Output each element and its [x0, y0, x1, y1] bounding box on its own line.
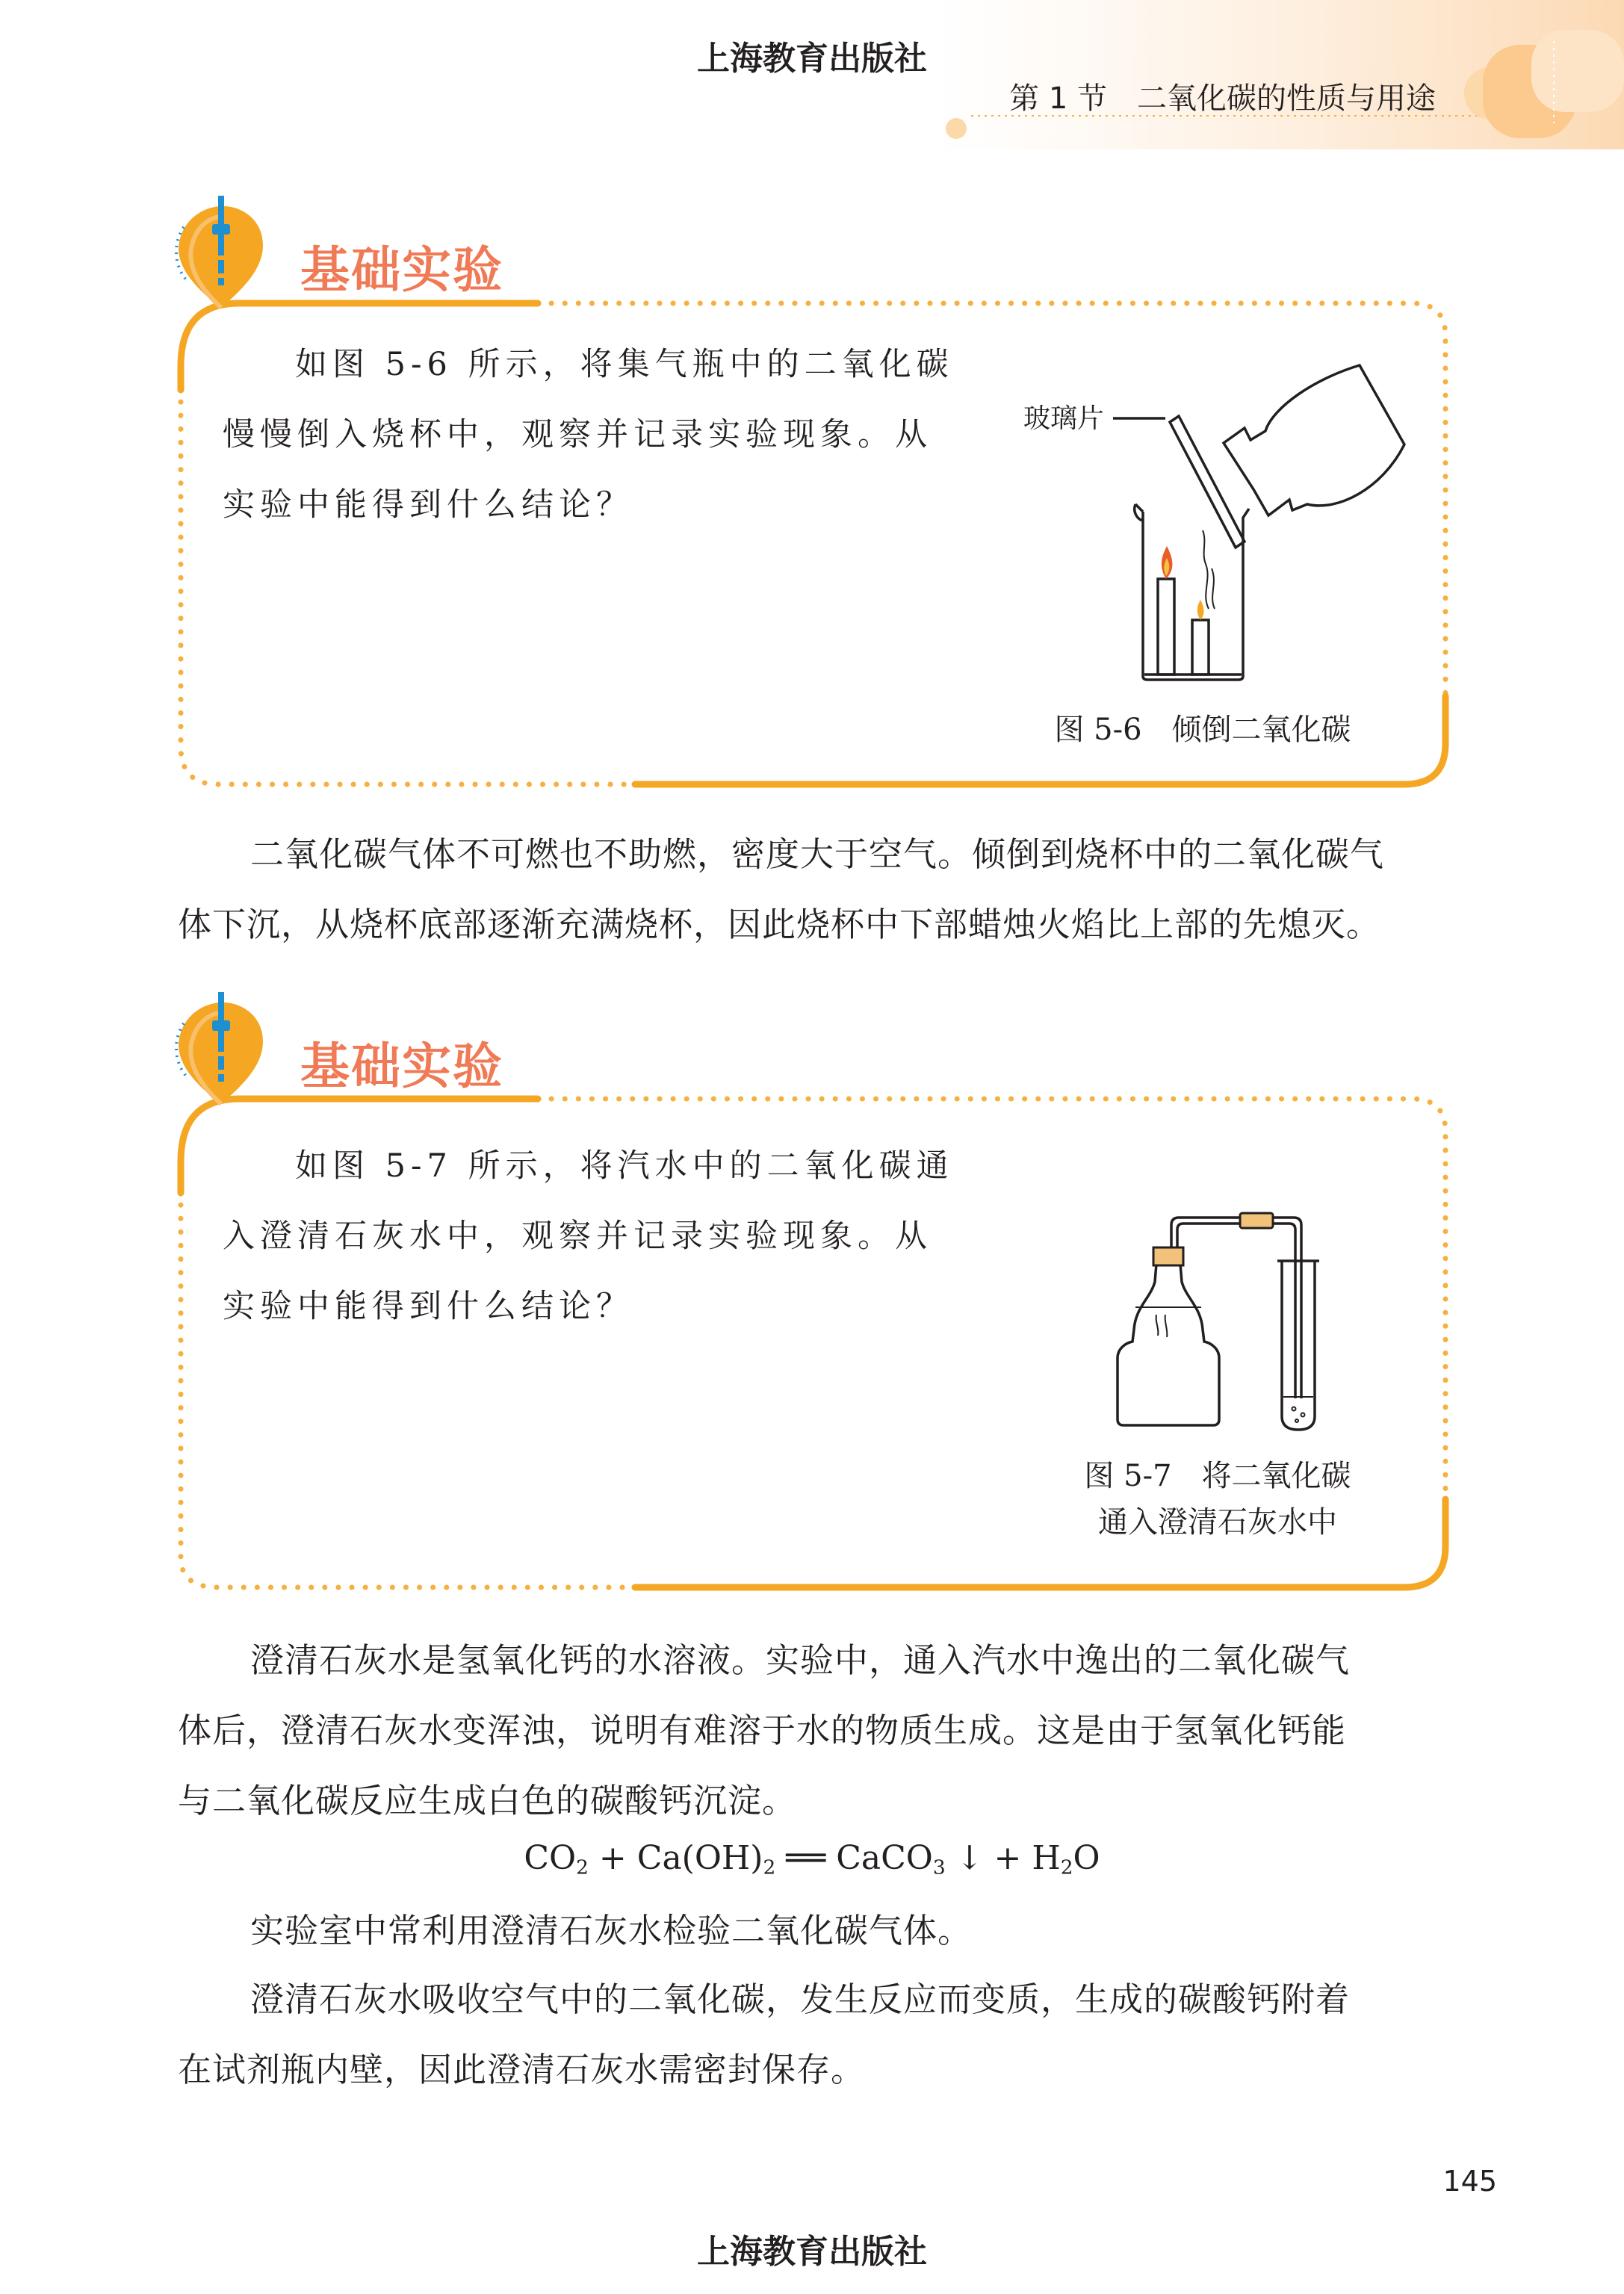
publisher-header: 上海教育出版社: [697, 40, 927, 78]
figure-caption: [1038, 1453, 1397, 1546]
dropper-icon: [169, 992, 273, 1112]
instruction-line: 慢慢倒入烧杯中，观察并记录实验现象。从: [223, 416, 932, 453]
publisher-footer: 上海教育出版社: [697, 2233, 927, 2271]
page-number: 145: [1442, 2165, 1497, 2198]
paragraph-line: 体下沉，从烧杯底部逐渐充满烧杯，因此烧杯中下部蜡烛火焰比上部的先熄灭。: [178, 905, 1381, 944]
instruction-line: 实验中能得到什么结论？: [223, 486, 633, 524]
caption-line: 图 5-7 将二氧化碳: [1084, 1459, 1351, 1493]
caption-line: 通入澄清石灰水中: [1098, 1505, 1337, 1540]
body-paragraph: [178, 1965, 1448, 2105]
figure-caption: 图 5-6 倾倒二氧化碳: [1054, 713, 1351, 747]
paragraph-line: 与二氧化碳反应生成白色的碳酸钙沉淀。: [178, 1781, 797, 1820]
equation-term: CaCO: [836, 1839, 933, 1877]
instruction-line: 入澄清石灰水中，观察并记录实验现象。从: [223, 1218, 932, 1255]
experiment-instructions: [223, 1131, 1044, 1342]
equation-term: ↓ + H: [945, 1839, 1061, 1877]
figure-pouring-co2: [1113, 362, 1412, 683]
instruction-line: 如图 5-7 所示，将汽水中的二氧化碳通: [295, 1147, 954, 1185]
paragraph-line: 实验室中常利用澄清石灰水检验二氧化碳气体。: [250, 1911, 973, 1950]
experiment-instructions: [223, 329, 1044, 540]
body-paragraph: [178, 819, 1448, 960]
equation-equals: ══: [775, 1839, 837, 1877]
instruction-line: 实验中能得到什么结论？: [223, 1288, 633, 1325]
dropper-icon: [169, 196, 273, 315]
figure-soda-bottle-limewater: [1091, 1203, 1337, 1434]
equation-subscript: 2: [763, 1856, 776, 1879]
section-name: 二氧化碳的性质与用途: [1137, 81, 1436, 116]
equation-term: + Ca(OH): [588, 1839, 763, 1877]
equation-subscript: 2: [1060, 1856, 1073, 1879]
equation-subscript: 3: [932, 1856, 946, 1879]
paragraph-line: 在试剂瓶内壁，因此澄清石灰水需密封保存。: [178, 2050, 866, 2089]
paragraph-line: 澄清石灰水是氢氧化钙的水溶液。实验中，通入汽水中逸出的二氧化碳气: [250, 1640, 1351, 1680]
paragraph-line: 二氧化碳气体不可燃也不助燃，密度大于空气。倾倒到烧杯中的二氧化碳气: [250, 834, 1385, 874]
paragraph-line: 体后，澄清石灰水变浑浊，说明有难溶于水的物质生成。这是由于氢氧化钙能: [178, 1711, 1347, 1750]
body-paragraph: [178, 1625, 1448, 1836]
equation-term: CO: [524, 1839, 577, 1877]
section-title: [1009, 75, 1436, 117]
equation-subscript: 2: [576, 1856, 589, 1879]
instruction-line: 如图 5-6 所示，将集气瓶中的二氧化碳: [295, 346, 954, 383]
experiment-label: 基础实验: [300, 1038, 503, 1095]
section-number: 第 1 节: [1009, 81, 1107, 116]
paragraph-line: 澄清石灰水吸收空气中的二氧化碳，发生反应而变质，生成的碳酸钙附着: [250, 1980, 1351, 2019]
experiment-label: 基础实验: [300, 241, 503, 299]
figure-label-glass-plate: 玻璃片: [1023, 403, 1105, 434]
chemical-equation: [0, 1839, 1624, 1879]
equation-term: O: [1073, 1839, 1100, 1877]
body-paragraph: [178, 1896, 1448, 1966]
